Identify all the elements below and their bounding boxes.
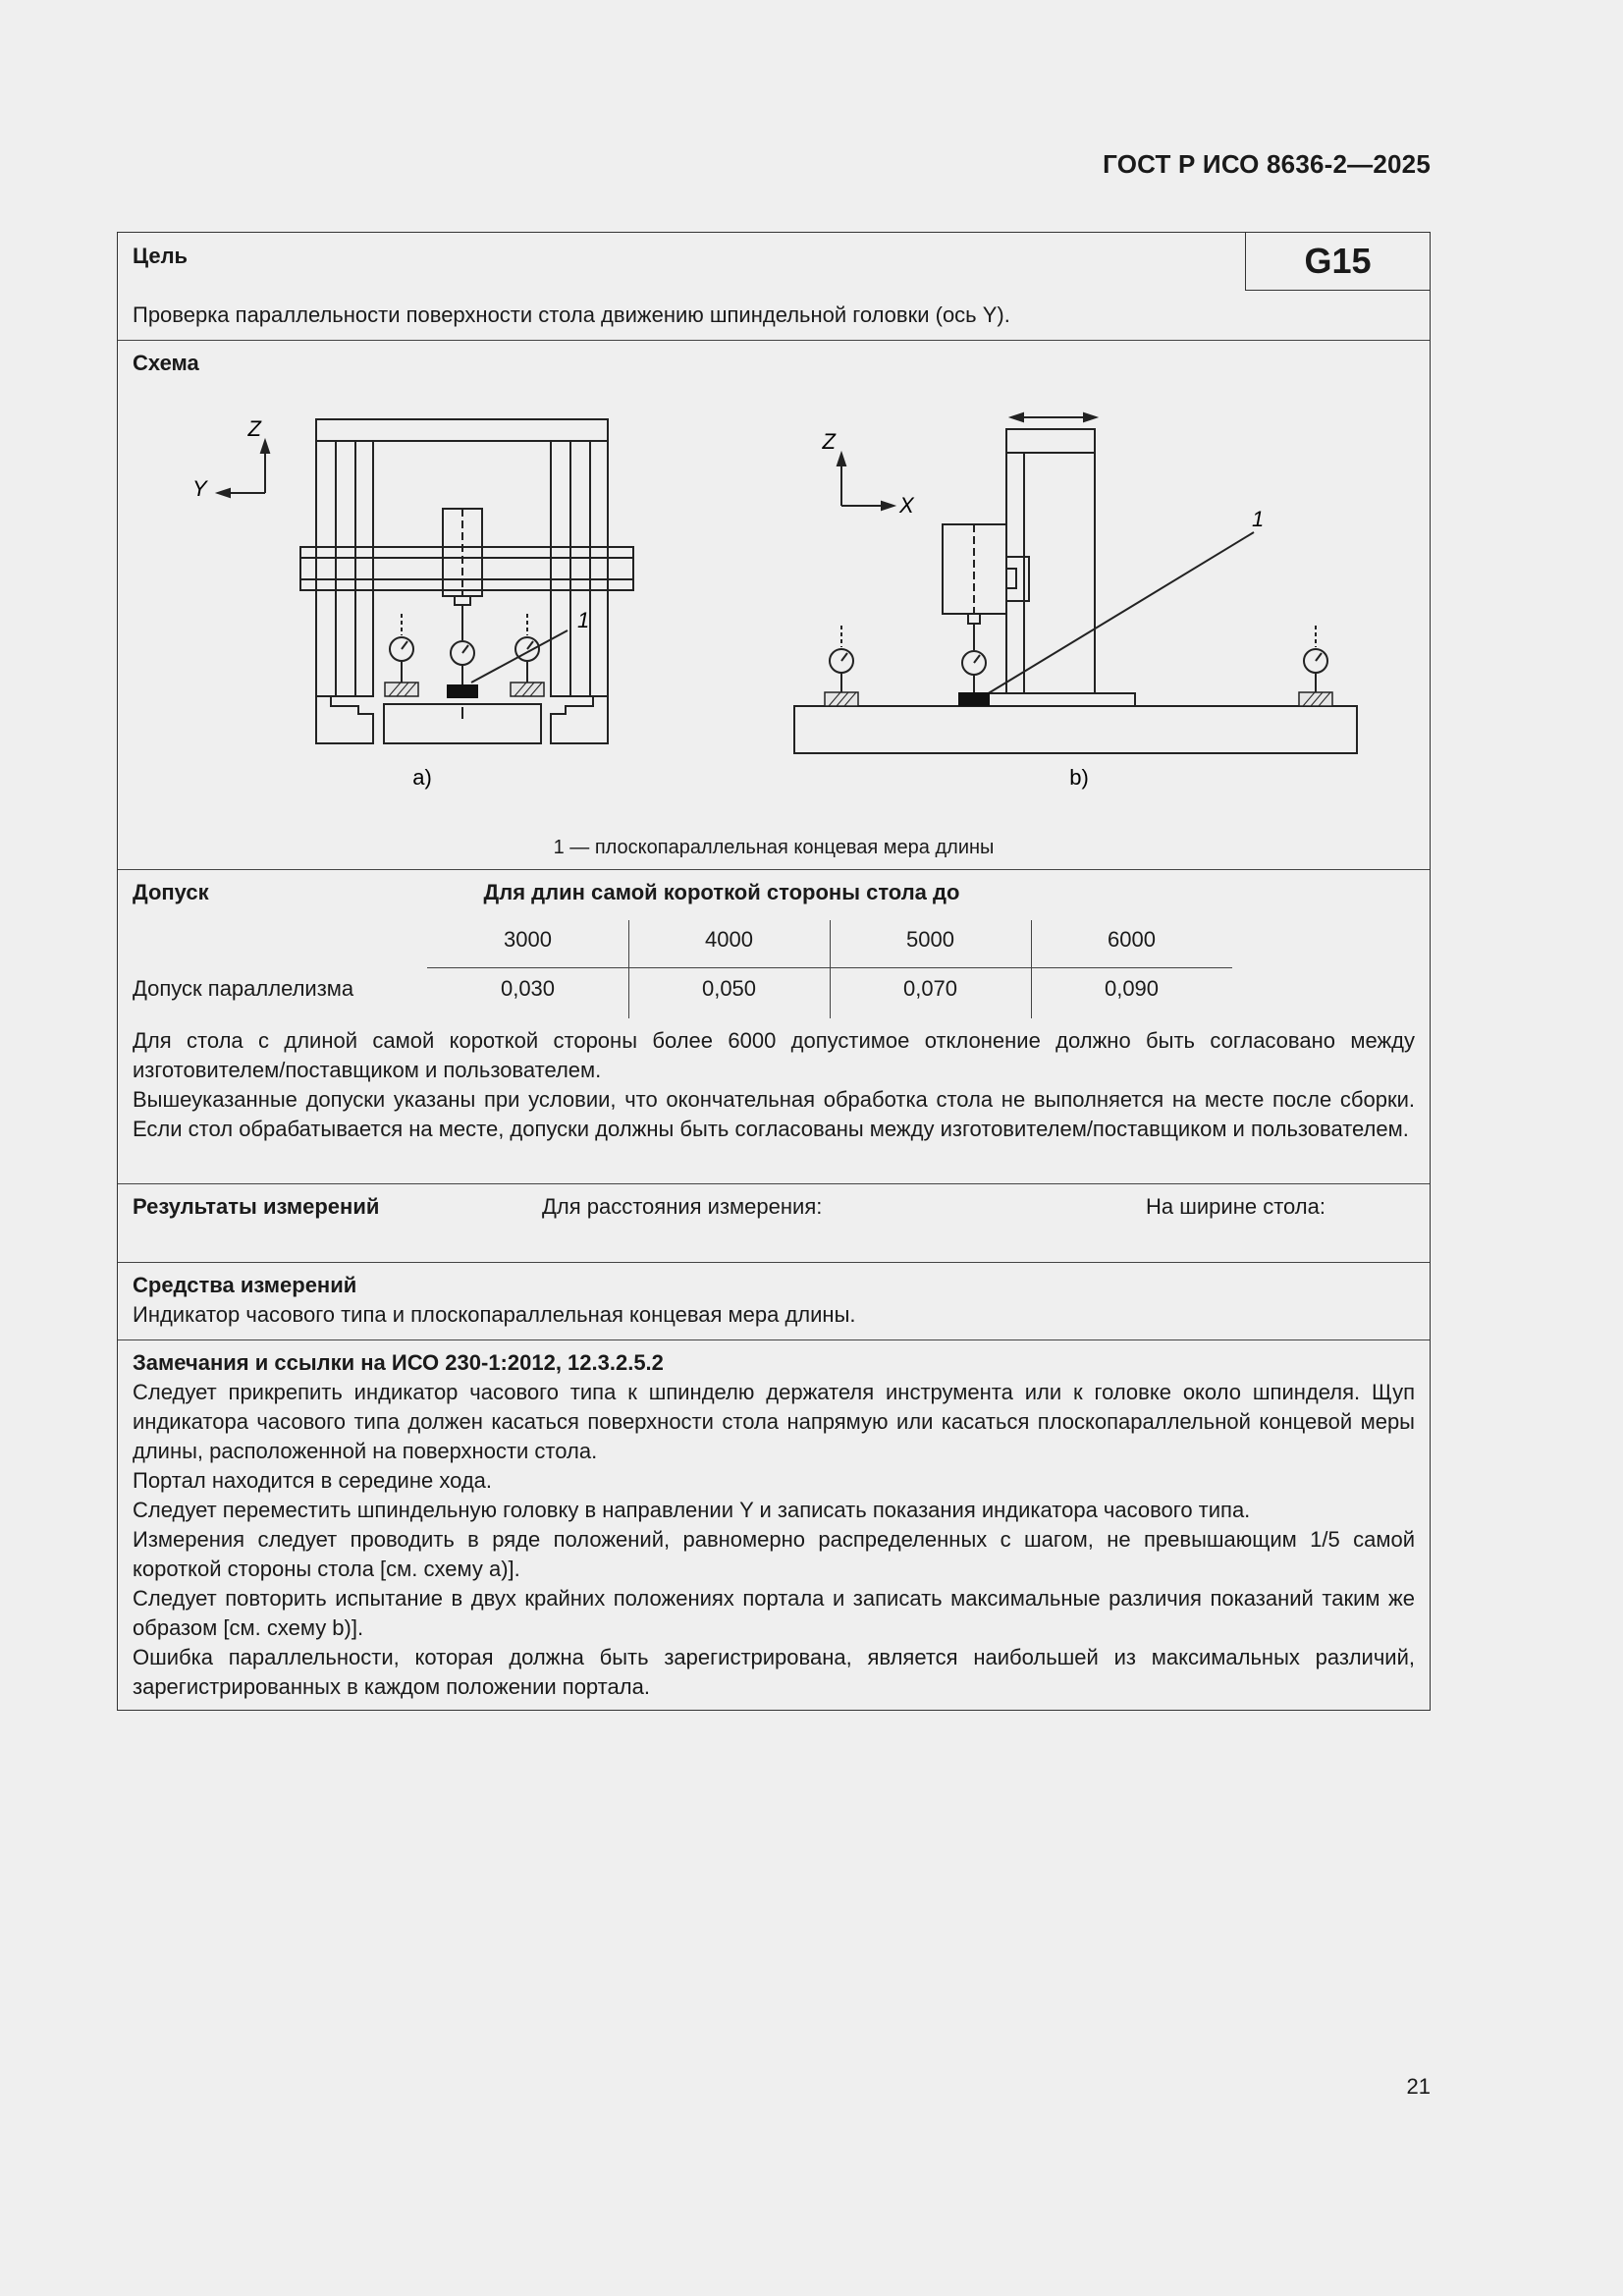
test-sheet-frame <box>117 232 1431 1711</box>
scheme-figure-b <box>746 400 1414 793</box>
divider <box>118 1339 1430 1340</box>
tolerance-col-separator <box>1031 920 1032 1018</box>
tolerance-col-header: 4000 <box>705 927 753 952</box>
tolerance-value: 0,070 <box>902 976 958 1001</box>
results-distance-label: Для расстояния измерения: <box>542 1194 823 1219</box>
tolerance-col-separator <box>830 920 831 1018</box>
remarks-paragraph: Следует прикрепить индикатор часового типа к шпинделю держателя инструмента или к головке около шпинделя. Щуп индикатора часового типа должен касаться поверхности стола напрямую или касаться плоскопараллельной концевой меры длины, расположенной на поверхности стола. <box>133 1380 1415 1463</box>
document-standard-number: ГОСТ Р ИСО 8636-2—2025 <box>1103 149 1431 179</box>
remarks-paragraph: Следует переместить шпиндельную головку в направлении Y и записать показания индикатора часового типа. <box>133 1498 1251 1522</box>
fig-b-axis-z: Z <box>822 429 836 454</box>
scheme-heading: Схема <box>133 351 199 375</box>
scheme-figure-a <box>177 400 766 793</box>
remarks-paragraph: Портал находится в середине хода. <box>133 1468 493 1493</box>
tolerance-note: Вышеуказанные допуски указаны при условии, что окончательная обработка стола не выполняется на месте после сборки. Если стол обрабатывается на месте, допуски должны быть согласованы между изготовителем/поставщиком и пользователем. <box>133 1087 1415 1141</box>
purpose-heading: Цель <box>133 244 189 268</box>
test-code: G15 <box>1304 241 1372 281</box>
remarks-heading: Замечания и ссылки на ИСО 230-1:2012, 12.3.2.5.2 <box>133 1350 664 1375</box>
remarks-paragraph: Следует повторить испытание в двух крайних положениях портала и записать максимальные различия показаний таким же образом [см. схему b)]. <box>133 1586 1415 1640</box>
divider <box>118 869 1430 870</box>
tolerance-subheading: Для длин самой короткой стороны стола до <box>483 880 960 904</box>
tolerance-col-separator <box>628 920 629 1018</box>
tolerance-row-label: Допуск параллелизма <box>133 976 354 1001</box>
instruments-heading: Средства измерений <box>133 1273 357 1297</box>
fig-a-caption: a) <box>412 765 432 790</box>
tolerance-notes <box>133 1026 1415 1144</box>
divider <box>118 1262 1430 1263</box>
tolerance-value: 0,090 <box>1104 976 1160 1001</box>
remarks-paragraph: Ошибка параллельности, которая должна быть зарегистрирована, является наибольшей из максимальных различий, зарегистрированных в каждом положении портала. <box>133 1645 1415 1699</box>
fig-a-axis-z: Z <box>247 416 261 441</box>
remarks-body <box>133 1378 1415 1702</box>
fig-b-callout: 1 <box>1252 507 1265 531</box>
tolerance-value: 0,050 <box>701 976 757 1001</box>
tolerance-note: Для стола с длиной самой короткой стороны более 6000 допустимое отклонение должно быть согласовано между изготовителем/поставщиком и пользователем. <box>133 1028 1415 1082</box>
fig-b-caption: b) <box>1069 765 1089 790</box>
tolerance-value: 0,030 <box>500 976 556 1001</box>
instruments-text: Индикатор часового типа и плоскопараллельная концевая мера длины. <box>133 1302 856 1327</box>
tolerance-col-header: 6000 <box>1108 927 1156 952</box>
page-number: 21 <box>1406 2074 1431 2099</box>
test-code-box <box>1245 232 1431 291</box>
purpose-text: Проверка параллельности поверхности стола движению шпиндельной головки (ось Y). <box>133 302 1010 327</box>
fig-b-axis-x: X <box>899 493 914 518</box>
tolerance-col-header: 5000 <box>906 927 954 952</box>
tolerance-heading: Допуск <box>133 880 209 904</box>
fig-a-callout: 1 <box>577 608 590 632</box>
results-heading: Результаты измерений <box>133 1194 380 1219</box>
divider <box>118 1183 1430 1184</box>
results-width-label: На ширине стола: <box>1146 1194 1325 1219</box>
fig-a-axis-y: Y <box>192 476 207 501</box>
scheme-legend: 1 — плоскопараллельная концевая мера длины <box>553 837 995 858</box>
divider <box>118 340 1430 341</box>
tolerance-col-header: 3000 <box>504 927 552 952</box>
remarks-paragraph: Измерения следует проводить в ряде положений, равномерно распределенных с шагом, не превышающим 1/5 самой короткой стороны стола [см. схему a)]. <box>133 1527 1415 1581</box>
